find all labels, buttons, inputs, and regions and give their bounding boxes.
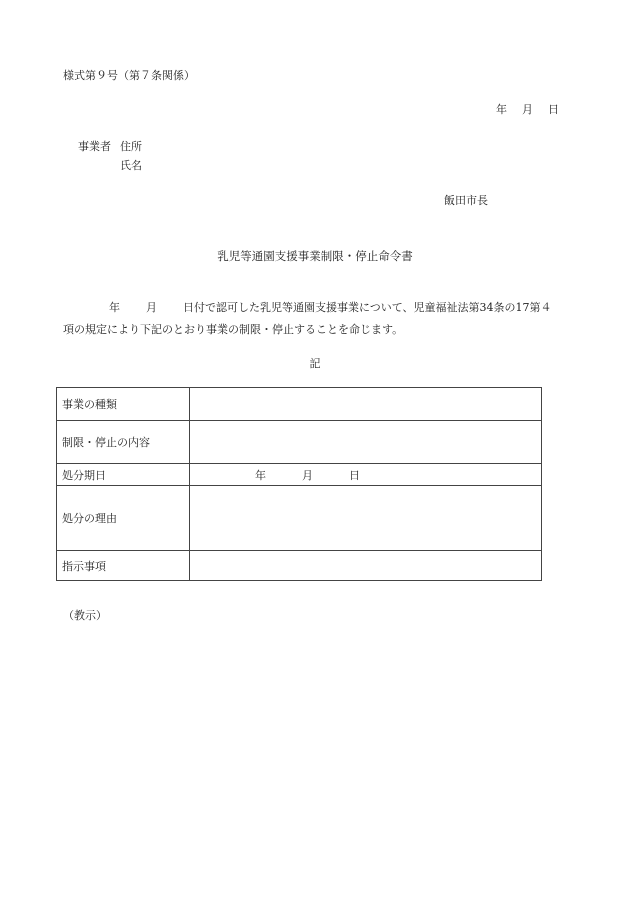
issuer: 飯田市長 — [444, 194, 488, 207]
row-label: 処分期日 — [57, 464, 190, 486]
issue-date — [496, 101, 559, 117]
body-month: 月 — [146, 301, 157, 314]
notice-label: （教示） — [63, 609, 107, 622]
document-title: 乳児等通園支援事業制限・停止命令書 — [217, 249, 413, 263]
recipient-label: 事業者 — [78, 140, 111, 153]
body-line-1 — [63, 297, 552, 319]
body-year: 年 — [109, 301, 120, 314]
instructions-field[interactable] — [190, 551, 542, 581]
business-type-field[interactable] — [190, 388, 542, 421]
table-row — [57, 388, 542, 421]
table-row — [57, 486, 542, 551]
row-label: 処分の理由 — [57, 486, 190, 551]
disposition-date-field[interactable] — [190, 464, 542, 486]
body-line-2: 項の規定により下記のとおり事業の制限・停止することを命じます。 — [63, 323, 404, 336]
info-table — [56, 387, 542, 581]
disposition-reason-field[interactable] — [190, 486, 542, 551]
table-row — [57, 421, 542, 464]
row-label: 指示事項 — [57, 551, 190, 581]
disposition-year: 年 — [255, 468, 266, 482]
body-text — [63, 297, 552, 341]
date-year: 年 — [496, 103, 507, 116]
disposition-day: 日 — [349, 468, 360, 482]
table-row — [57, 551, 542, 581]
body-line-1-rest: 日付で認可した乳児等通園支援事業について、児童福祉法第34条の17第４ — [183, 301, 552, 314]
disposition-month: 月 — [302, 468, 313, 482]
form-number: 様式第９号（第７条関係） — [63, 69, 195, 82]
row-label: 制限・停止の内容 — [57, 421, 190, 464]
table-row — [57, 464, 542, 486]
date-day: 日 — [548, 103, 559, 116]
date-month: 月 — [522, 103, 533, 116]
restriction-content-field[interactable] — [190, 421, 542, 464]
name-label: 氏名 — [120, 159, 142, 172]
row-label: 事業の種類 — [57, 388, 190, 421]
address-label: 住所 — [120, 140, 142, 153]
ki-heading: 記 — [309, 357, 321, 370]
